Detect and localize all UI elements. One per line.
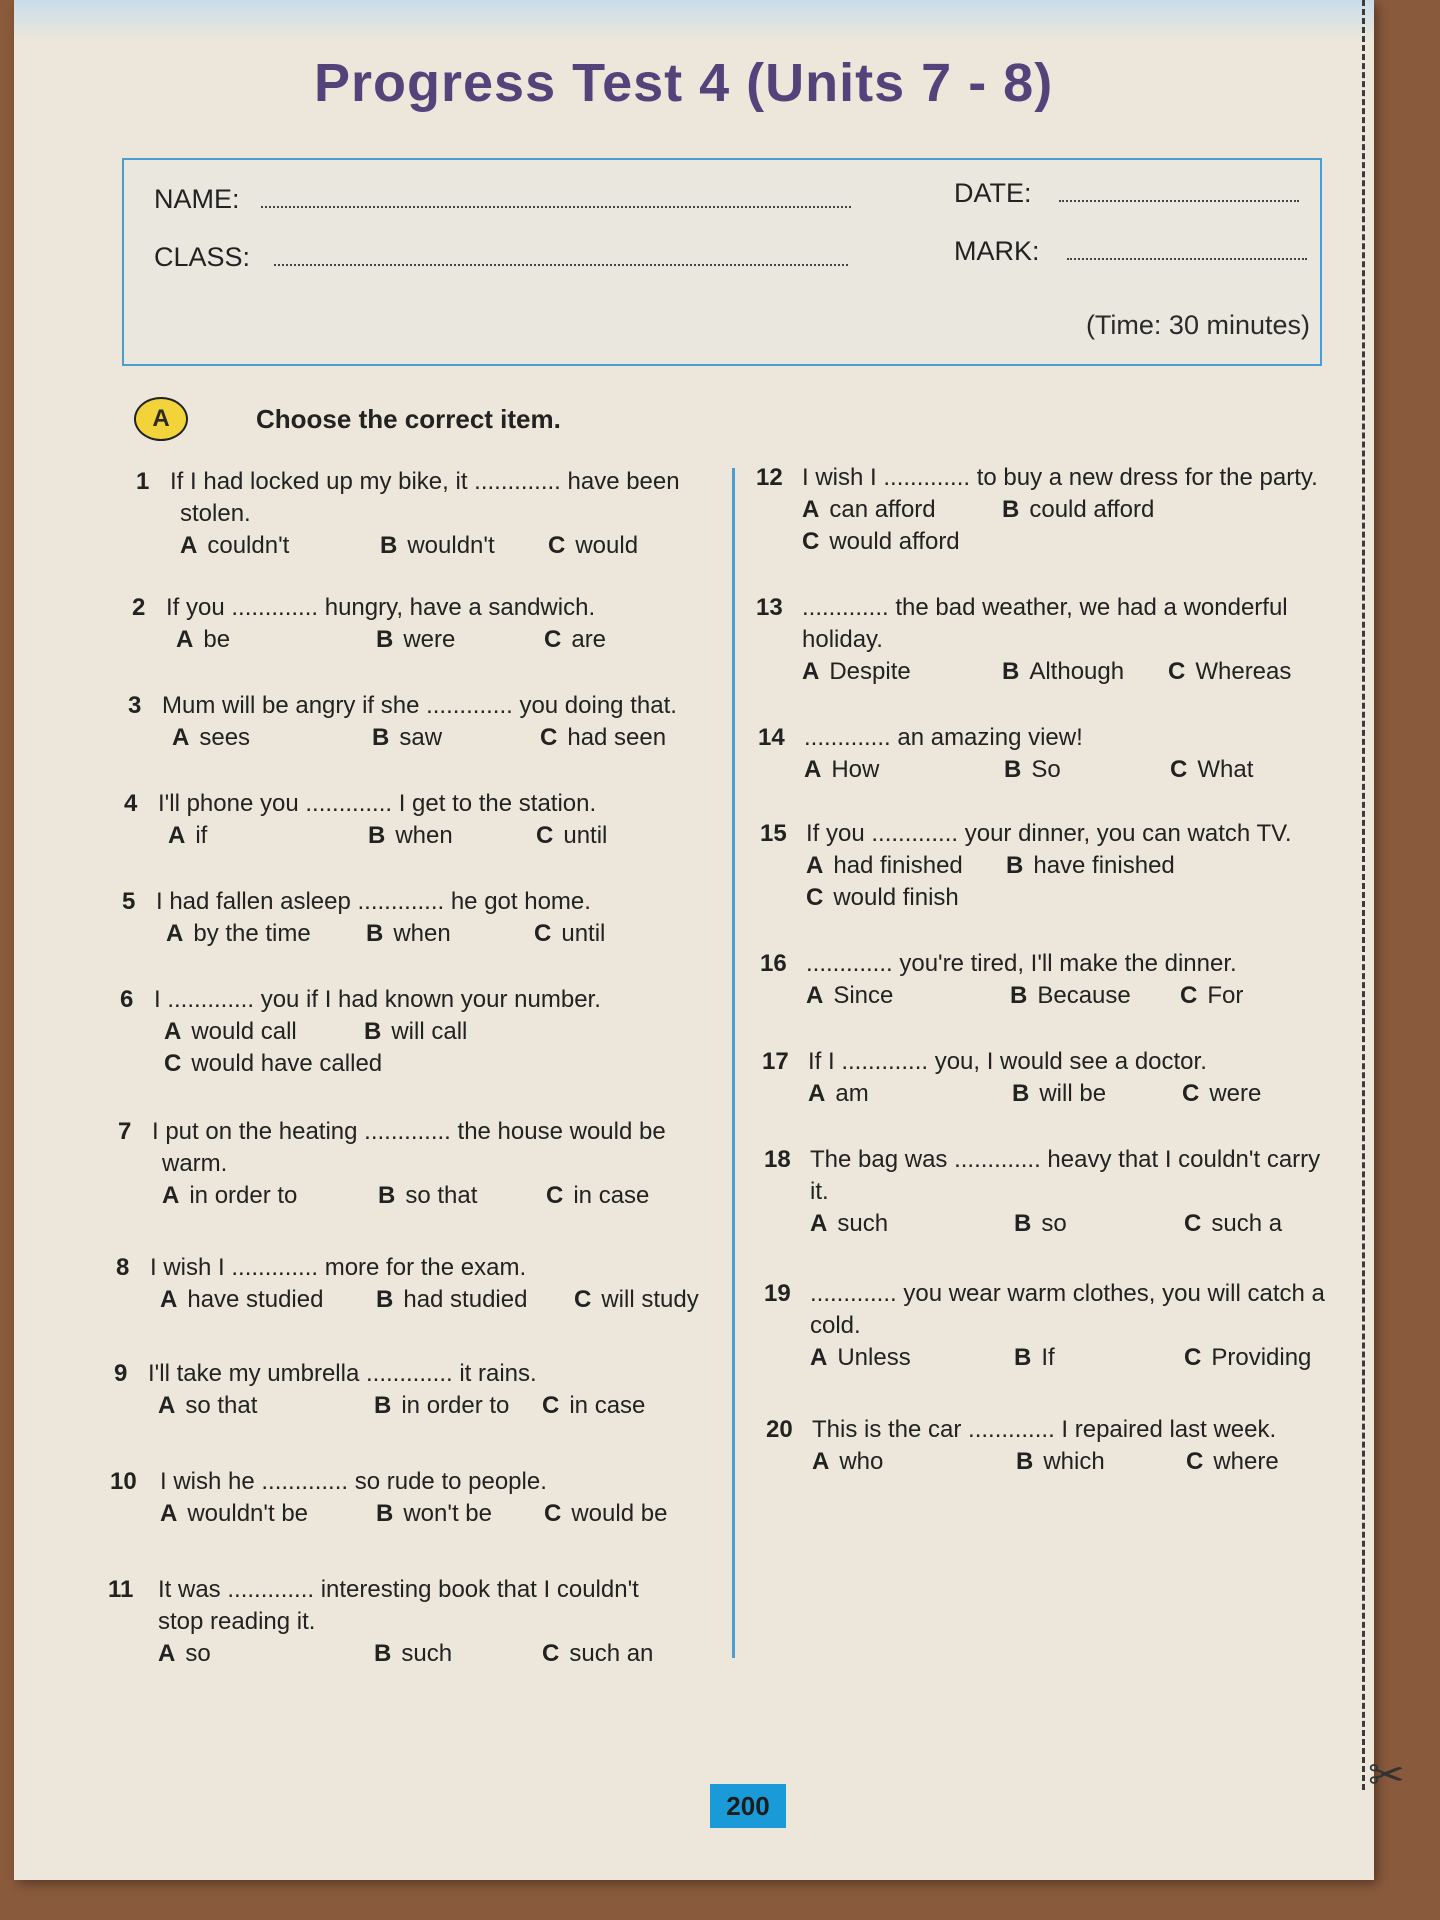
option-text: wouldn't be <box>187 1500 309 1527</box>
option-c[interactable] <box>544 624 606 656</box>
option-b[interactable] <box>368 820 536 852</box>
question-text: I'll phone you ............. I get to the station. <box>158 790 597 817</box>
time-limit: (Time: 30 minutes) <box>1085 310 1310 340</box>
question-2 <box>132 592 712 656</box>
option-b[interactable] <box>366 918 534 950</box>
option-text: For <box>1207 982 1244 1009</box>
question-text: ............. you're tired, I'll make the dinner. <box>806 950 1237 977</box>
option-letter: A <box>160 1500 178 1527</box>
option-text: won't be <box>403 1500 492 1527</box>
option-text: would call <box>191 1018 297 1045</box>
option-letter: C <box>546 1182 564 1209</box>
option-letter: C <box>806 884 824 911</box>
question-8 <box>116 1252 716 1316</box>
page-title: Progress Test 4 (Units 7 - 8) <box>314 53 1054 113</box>
option-text: had studied <box>403 1286 528 1313</box>
option-text: where <box>1213 1448 1279 1475</box>
option-c[interactable] <box>1170 754 1253 786</box>
question-number: 16 <box>760 950 787 977</box>
option-letter: B <box>1002 496 1020 523</box>
question-text: I had fallen asleep ............. he got home. <box>156 888 591 915</box>
option-text: when <box>393 920 451 947</box>
question-text: If you ............. hungry, have a sandwich. <box>166 594 596 621</box>
option-a[interactable] <box>808 1078 1012 1110</box>
option-text: by the time <box>193 920 311 947</box>
question-text: The bag was ............. heavy that I couldn't carry <box>810 1146 1321 1173</box>
question-9 <box>114 1358 714 1422</box>
option-letter: A <box>802 496 820 523</box>
options <box>764 1208 1364 1240</box>
option-text: wouldn't <box>407 532 495 559</box>
mark-label: MARK: <box>954 236 1040 266</box>
question-text-continued: cold. <box>810 1312 861 1339</box>
option-text: such an <box>569 1640 654 1667</box>
option-b[interactable] <box>1006 850 1175 882</box>
option-letter: A <box>158 1392 176 1419</box>
question-text-continued: holiday. <box>802 626 883 653</box>
option-b[interactable] <box>372 722 540 754</box>
option-c[interactable] <box>548 530 638 562</box>
option-c[interactable] <box>574 1284 699 1316</box>
name-label: NAME: <box>154 184 240 214</box>
option-text: so <box>1041 1210 1067 1237</box>
option-c[interactable] <box>164 1048 382 1080</box>
option-letter: B <box>364 1018 382 1045</box>
question-number: 20 <box>766 1416 793 1443</box>
options <box>136 530 716 562</box>
option-b[interactable] <box>1014 1208 1184 1240</box>
question-10 <box>110 1466 710 1530</box>
option-c[interactable] <box>542 1638 653 1670</box>
question-number: 18 <box>764 1146 791 1173</box>
option-letter: A <box>176 626 194 653</box>
page-number: 200 <box>710 1784 786 1828</box>
mark-field[interactable] <box>1067 244 1307 260</box>
date-field[interactable] <box>1059 186 1299 202</box>
option-letter: B <box>1012 1080 1030 1107</box>
option-a[interactable] <box>168 820 368 852</box>
option-a[interactable] <box>176 624 376 656</box>
class-field[interactable] <box>274 250 848 266</box>
option-b[interactable] <box>376 1284 574 1316</box>
question-text: I'll take my umbrella ............. it rains. <box>148 1360 537 1387</box>
question-text: ............. the bad weather, we had a wonderful <box>802 594 1288 621</box>
class-row <box>154 242 848 273</box>
question-3 <box>128 690 718 754</box>
options <box>116 1284 716 1316</box>
option-b[interactable] <box>374 1390 542 1422</box>
option-text: such a <box>1211 1210 1283 1237</box>
options <box>756 494 1356 526</box>
options <box>122 918 712 950</box>
option-text: had seen <box>567 724 667 751</box>
option-b[interactable] <box>376 624 544 656</box>
option-b[interactable] <box>1004 754 1170 786</box>
option-letter: B <box>378 1182 396 1209</box>
option-text: who <box>839 1448 884 1475</box>
option-text: in order to <box>401 1392 510 1419</box>
column-divider <box>732 468 735 1658</box>
option-text: am <box>835 1080 869 1107</box>
option-text: will study <box>601 1286 699 1313</box>
options <box>108 1638 718 1670</box>
option-text: when <box>395 822 453 849</box>
options <box>760 980 1360 1012</box>
question-16 <box>760 948 1360 1012</box>
option-a[interactable] <box>810 1342 1014 1374</box>
option-text: if <box>195 822 208 849</box>
question-11 <box>108 1574 718 1670</box>
option-letter: B <box>1006 852 1024 879</box>
option-letter: C <box>544 1500 562 1527</box>
option-letter: A <box>804 756 822 783</box>
option-text: are <box>571 626 607 653</box>
option-letter: B <box>1014 1344 1032 1371</box>
options <box>120 1016 710 1048</box>
scissors-icon: ✂ <box>1368 1750 1405 1801</box>
worksheet-page <box>14 0 1374 1880</box>
question-4 <box>124 788 714 852</box>
option-letter: A <box>810 1210 828 1237</box>
option-text: were <box>1209 1080 1262 1107</box>
question-17 <box>762 1046 1362 1110</box>
option-text: would have called <box>191 1050 383 1077</box>
options <box>114 1390 714 1422</box>
option-text: have finished <box>1033 852 1175 879</box>
option-letter: B <box>380 532 398 559</box>
option-text: so that <box>185 1392 258 1419</box>
option-letter: B <box>374 1640 392 1667</box>
option-b[interactable] <box>1012 1078 1182 1110</box>
option-letter: A <box>162 1182 180 1209</box>
question-5 <box>122 886 712 950</box>
option-letter: B <box>372 724 390 751</box>
options <box>756 656 1356 688</box>
option-letter: C <box>802 528 820 555</box>
question-number: 19 <box>764 1280 791 1307</box>
option-letter: C <box>1186 1448 1204 1475</box>
option-c[interactable] <box>544 1498 667 1530</box>
option-letter: A <box>180 532 198 559</box>
option-a[interactable] <box>802 656 1002 688</box>
option-letter: C <box>574 1286 592 1313</box>
option-text: What <box>1197 756 1254 783</box>
question-number: 6 <box>120 986 134 1013</box>
option-c[interactable] <box>1184 1342 1311 1374</box>
option-letter: A <box>160 1286 178 1313</box>
option-text: so <box>185 1640 211 1667</box>
option-letter: A <box>806 852 824 879</box>
question-number: 14 <box>758 724 785 751</box>
option-text: were <box>403 626 456 653</box>
option-text: Unless <box>837 1344 911 1371</box>
option-c[interactable] <box>1186 1446 1279 1478</box>
option-b[interactable] <box>376 1498 544 1530</box>
option-letter: B <box>376 1500 394 1527</box>
question-13 <box>756 592 1356 688</box>
question-text: ............. you wear warm clothes, you will catch a <box>810 1280 1325 1307</box>
option-letter: B <box>1016 1448 1034 1475</box>
option-letter: B <box>366 920 384 947</box>
option-a[interactable] <box>804 754 1004 786</box>
question-text: I wish I ............. to buy a new dress for the party. <box>802 464 1318 491</box>
option-c[interactable] <box>802 526 960 558</box>
option-c[interactable] <box>1180 980 1243 1012</box>
cut-line <box>1362 0 1365 1790</box>
question-number: 10 <box>110 1468 137 1495</box>
question-19 <box>764 1278 1364 1374</box>
option-c[interactable] <box>1168 656 1291 688</box>
question-text: I wish I ............. more for the exam. <box>150 1254 527 1281</box>
option-text: would <box>575 532 639 559</box>
question-number: 9 <box>114 1360 128 1387</box>
question-number: 17 <box>762 1048 789 1075</box>
options <box>118 1180 718 1212</box>
option-letter: A <box>164 1018 182 1045</box>
option-b[interactable] <box>378 1180 546 1212</box>
option-text: Providing <box>1211 1344 1312 1371</box>
option-letter: A <box>158 1640 176 1667</box>
option-a[interactable] <box>172 722 372 754</box>
options-row-2 <box>760 882 1360 914</box>
option-a[interactable] <box>162 1180 378 1212</box>
option-text: If <box>1041 1344 1055 1371</box>
option-letter: C <box>542 1392 560 1419</box>
option-letter: B <box>1010 982 1028 1009</box>
options <box>766 1446 1366 1478</box>
question-number: 4 <box>124 790 138 817</box>
question-1 <box>136 466 716 562</box>
option-c[interactable] <box>542 1390 645 1422</box>
option-text: Whereas <box>1195 658 1292 685</box>
option-letter: C <box>1168 658 1186 685</box>
option-letter: A <box>166 920 184 947</box>
option-b[interactable] <box>1014 1342 1184 1374</box>
option-b[interactable] <box>1010 980 1180 1012</box>
option-text: in order to <box>189 1182 298 1209</box>
option-letter: C <box>1182 1080 1200 1107</box>
option-text: Although <box>1029 658 1125 685</box>
question-text: Mum will be angry if she ............. you doing that. <box>162 692 677 719</box>
option-text: such <box>401 1640 453 1667</box>
option-letter: C <box>536 822 554 849</box>
option-b[interactable] <box>380 530 548 562</box>
option-text: Since <box>833 982 894 1009</box>
student-info-box <box>122 158 1322 366</box>
options <box>762 1078 1362 1110</box>
option-letter: B <box>368 822 386 849</box>
option-text: would be <box>571 1500 668 1527</box>
question-number: 12 <box>756 464 783 491</box>
option-a[interactable] <box>802 494 1002 526</box>
option-letter: B <box>374 1392 392 1419</box>
option-letter: C <box>534 920 552 947</box>
question-text-continued: it. <box>810 1178 829 1205</box>
option-text: until <box>561 920 606 947</box>
option-text: How <box>831 756 880 783</box>
option-a[interactable] <box>180 530 380 562</box>
options <box>110 1498 710 1530</box>
option-b[interactable] <box>374 1638 542 1670</box>
question-15 <box>760 818 1360 914</box>
question-18 <box>764 1144 1364 1240</box>
option-text: had finished <box>833 852 963 879</box>
option-text: saw <box>399 724 443 751</box>
option-c[interactable] <box>1184 1208 1282 1240</box>
option-letter: A <box>810 1344 828 1371</box>
options <box>764 1342 1364 1374</box>
option-text: in case <box>569 1392 646 1419</box>
option-letter: B <box>1014 1210 1032 1237</box>
option-letter: B <box>1004 756 1022 783</box>
question-text: I ............. you if I had known your number. <box>154 986 601 1013</box>
question-text: I wish he ............. so rude to people. <box>160 1468 547 1495</box>
option-b[interactable] <box>1002 656 1168 688</box>
options <box>128 722 718 754</box>
option-a[interactable] <box>806 850 1006 882</box>
question-number: 3 <box>128 692 142 719</box>
option-text: so that <box>405 1182 478 1209</box>
option-text: could afford <box>1029 496 1155 523</box>
option-b[interactable] <box>1016 1446 1186 1478</box>
option-a[interactable] <box>810 1208 1014 1240</box>
option-letter: C <box>1170 756 1188 783</box>
question-text-continued: stolen. <box>180 500 251 527</box>
option-text: have studied <box>187 1286 324 1313</box>
question-number: 8 <box>116 1254 130 1281</box>
mark-row <box>954 236 1307 267</box>
option-a[interactable] <box>806 980 1010 1012</box>
option-c[interactable] <box>540 722 666 754</box>
question-number: 2 <box>132 594 146 621</box>
option-text: So <box>1031 756 1061 783</box>
question-7 <box>118 1116 718 1212</box>
question-text: I put on the heating ............. the house would be <box>152 1118 666 1145</box>
option-letter: A <box>802 658 820 685</box>
name-field[interactable] <box>261 192 851 208</box>
options-row-2 <box>120 1048 710 1080</box>
option-b[interactable] <box>1002 494 1154 526</box>
page-top-tint <box>14 0 1374 40</box>
option-c[interactable] <box>806 882 959 914</box>
option-text: Despite <box>829 658 911 685</box>
option-letter: B <box>1002 658 1020 685</box>
name-row <box>154 184 851 215</box>
question-14 <box>758 722 1358 786</box>
option-letter: C <box>548 532 566 559</box>
options <box>758 754 1358 786</box>
option-letter: C <box>1184 1210 1202 1237</box>
option-a[interactable] <box>166 918 366 950</box>
question-number: 15 <box>760 820 787 847</box>
section-instruction: Choose the correct item. <box>256 404 561 434</box>
option-text: until <box>563 822 608 849</box>
option-text: would finish <box>833 884 959 911</box>
question-text-continued: stop reading it. <box>158 1608 316 1635</box>
option-letter: B <box>376 626 394 653</box>
option-letter: C <box>1180 982 1198 1009</box>
question-number: 1 <box>136 468 150 495</box>
option-letter: A <box>808 1080 826 1107</box>
option-text: sees <box>199 724 251 751</box>
option-letter: A <box>168 822 186 849</box>
option-text: such <box>837 1210 889 1237</box>
question-number: 5 <box>122 888 136 915</box>
option-text: can afford <box>829 496 936 523</box>
question-text: This is the car ............. I repaired last week. <box>812 1416 1277 1443</box>
option-letter: B <box>376 1286 394 1313</box>
option-text: which <box>1043 1448 1105 1475</box>
options-row-2 <box>756 526 1356 558</box>
option-letter: C <box>544 626 562 653</box>
option-text: Because <box>1037 982 1131 1009</box>
option-letter: C <box>542 1640 560 1667</box>
date-label: DATE: <box>954 178 1032 208</box>
option-text: couldn't <box>207 532 290 559</box>
option-text: be <box>203 626 231 653</box>
question-number: 7 <box>118 1118 132 1145</box>
option-a[interactable] <box>160 1284 376 1316</box>
options <box>760 850 1360 882</box>
question-number: 11 <box>108 1576 134 1603</box>
option-a[interactable] <box>160 1498 376 1530</box>
option-a[interactable] <box>158 1638 374 1670</box>
option-c[interactable] <box>546 1180 649 1212</box>
section-badge: A <box>134 397 188 441</box>
option-c[interactable] <box>534 918 605 950</box>
option-text: will call <box>391 1018 468 1045</box>
question-text: It was ............. interesting book that I couldn't <box>158 1576 639 1603</box>
question-20 <box>766 1414 1366 1478</box>
class-label: CLASS: <box>154 242 251 272</box>
question-text-continued: warm. <box>162 1150 228 1177</box>
question-12 <box>756 462 1356 558</box>
option-letter: C <box>540 724 558 751</box>
options <box>124 820 714 852</box>
option-text: in case <box>573 1182 650 1209</box>
option-a[interactable] <box>158 1390 374 1422</box>
option-text: will be <box>1039 1080 1107 1107</box>
options <box>132 624 712 656</box>
question-number: 13 <box>756 594 783 621</box>
option-c[interactable] <box>536 820 607 852</box>
option-letter: A <box>172 724 190 751</box>
option-letter: A <box>812 1448 830 1475</box>
question-text: If I had locked up my bike, it ............. have been <box>170 468 680 495</box>
question-text: ............. an amazing view! <box>804 724 1083 751</box>
question-text: If I ............. you, I would see a doctor. <box>808 1048 1207 1075</box>
option-a[interactable] <box>812 1446 1016 1478</box>
option-c[interactable] <box>1182 1078 1261 1110</box>
option-text: would afford <box>829 528 960 555</box>
question-text: If you ............. your dinner, you can watch TV. <box>806 820 1292 847</box>
option-letter: A <box>806 982 824 1009</box>
question-6 <box>120 984 710 1080</box>
date-row <box>954 178 1299 209</box>
option-letter: C <box>1184 1344 1202 1371</box>
option-b[interactable] <box>364 1016 532 1048</box>
option-a[interactable] <box>164 1016 364 1048</box>
option-letter: C <box>164 1050 182 1077</box>
